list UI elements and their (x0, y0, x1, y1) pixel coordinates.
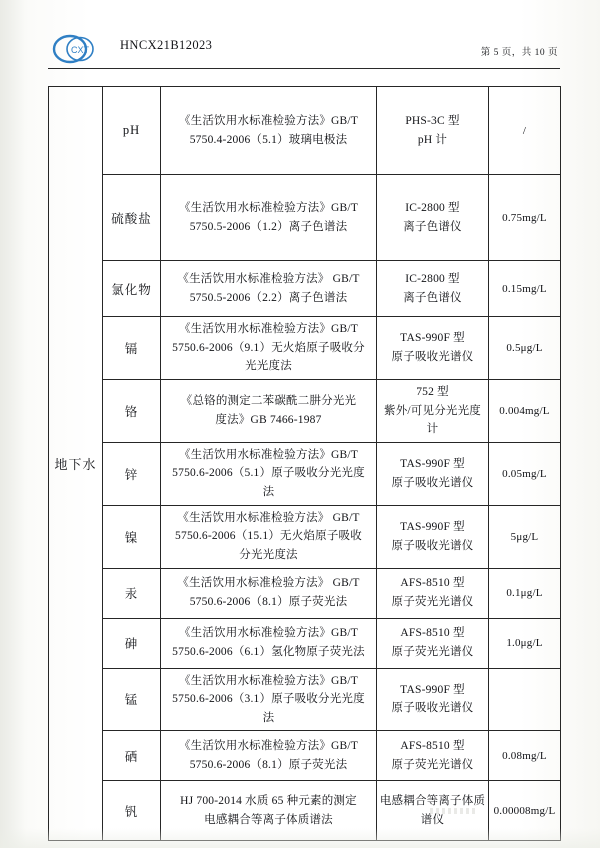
cell-test-item: 汞 (103, 568, 161, 618)
method-line: 《生活饮用水标准检验方法》GB/T (178, 114, 359, 127)
cell-test-method (161, 505, 377, 568)
method-line: 5750.5-2006（1.2）离子色谱法 (189, 220, 348, 233)
cell-test-item: 砷 (103, 618, 161, 668)
cell-instrument (377, 668, 489, 731)
table-body (49, 87, 561, 841)
method-line: 《总铬的测定二苯碳酰二肼分光光 (180, 395, 357, 408)
cell-test-item: 硒 (103, 731, 161, 781)
instrument-line: AFS-8510 型 (400, 627, 465, 640)
method-line: 度法》GB 7466-1987 (215, 413, 322, 426)
method-line: 5750.6-2006（3.1）原子吸收分光光度 (172, 693, 365, 706)
cell-test-method (161, 618, 377, 668)
table-row (49, 505, 561, 568)
instrument-line: AFS-8510 型 (400, 740, 465, 753)
cell-detection-limit: 1.0μg/L (489, 618, 561, 668)
method-line: 《生活饮用水标准检验方法》GB/T (178, 740, 359, 753)
cell-detection-limit: / (489, 87, 561, 175)
cell-test-item: 氯化物 (103, 261, 161, 317)
cell-instrument (377, 379, 489, 442)
instrument-line: TAS-990F 型 (400, 520, 465, 533)
table-row (49, 87, 561, 175)
method-line: 《生活饮用水标准检验方法》GB/T (178, 674, 359, 687)
method-line: 分光光度法 (239, 548, 298, 561)
page-number: 第 5 页，共 10 页 (480, 48, 558, 58)
cell-test-item: 硫酸盐 (103, 175, 161, 261)
method-line: 5750.4-2006（5.1）玻璃电极法 (189, 133, 348, 146)
method-line: 《生活饮用水标准检验方法》 GB/T (177, 577, 360, 590)
scan-artifact (430, 808, 478, 814)
instrument-line: 电感耦合等离子体质 (379, 795, 486, 808)
test-method-table (48, 86, 561, 841)
method-line: 《生活饮用水标准检验方法》GB/T (178, 323, 359, 335)
cell-instrument (377, 618, 489, 668)
header-divider (48, 68, 560, 69)
table-row (49, 379, 561, 442)
cell-category: 地下水 (49, 87, 103, 841)
company-logo-icon (50, 32, 106, 66)
cell-instrument (377, 87, 489, 175)
method-line: 5750.6-2006（8.1）原子荧光法 (189, 596, 348, 608)
cell-test-method (161, 317, 377, 380)
cell-instrument (377, 261, 489, 317)
instrument-line: 原子荧光光谱仪 (391, 596, 474, 608)
cell-detection-limit: 0.5μg/L (489, 317, 561, 380)
table-row (49, 261, 561, 317)
method-line: 5750.6-2006（15.1）无火焰原子吸收 (175, 530, 362, 543)
instrument-line: pH 计 (417, 133, 448, 146)
page-header (44, 30, 564, 72)
cell-instrument (377, 317, 489, 380)
instrument-line: TAS-990F 型 (400, 332, 465, 345)
instrument-line: IC-2800 型 (405, 272, 460, 285)
cell-test-item: 锌 (103, 442, 161, 505)
table-row (49, 731, 561, 781)
method-line: 《生活饮用水标准检验方法》GB/T (178, 627, 359, 640)
instrument-line: 原子吸收光谱仪 (391, 702, 474, 715)
cell-test-item: pH (103, 87, 161, 175)
cell-test-method (161, 87, 377, 175)
method-line: 法 (262, 486, 275, 498)
instrument-line: 原子荧光光谱仪 (391, 758, 474, 771)
instrument-line: TAS-990F 型 (400, 458, 465, 471)
method-line: HJ 700-2014 水质 65 种元素的测定 (180, 795, 357, 808)
method-line: 《生活饮用水标准检验方法》GB/T (178, 201, 359, 214)
cell-detection-limit (489, 668, 561, 731)
method-line: 《生活饮用水标准检验方法》GB/T (178, 448, 359, 461)
table-row (49, 317, 561, 380)
method-line: 5750.5-2006（2.2）离子色谱法 (189, 291, 348, 304)
instrument-line: 原子吸收光谱仪 (391, 539, 474, 552)
cell-detection-limit: 0.1μg/L (489, 568, 561, 618)
instrument-line: IC-2800 型 (405, 201, 460, 214)
method-line: 光光度法 (245, 360, 292, 373)
cell-instrument (377, 175, 489, 261)
cell-test-method (161, 568, 377, 618)
method-line: 5750.6-2006（8.1）原子荧光法 (189, 758, 348, 771)
cell-test-method (161, 731, 377, 781)
instrument-line: PHS-3C 型 (405, 114, 460, 127)
cell-detection-limit: 0.15mg/L (489, 261, 561, 317)
table-row (49, 668, 561, 731)
instrument-line: 752 型 (416, 385, 449, 398)
instrument-line: 谱仪 (420, 813, 445, 826)
table-row (49, 442, 561, 505)
cell-test-item: 锰 (103, 668, 161, 731)
instrument-line: 原子吸收光谱仪 (391, 476, 474, 489)
cell-instrument (377, 731, 489, 781)
instrument-line: 原子荧光光谱仪 (391, 646, 474, 658)
method-line: 电感耦合等离子体质谱法 (204, 813, 333, 826)
cell-test-item: 镍 (103, 505, 161, 568)
method-line: 《生活饮用水标准检验方法》 GB/T (177, 511, 360, 524)
method-line: 5750.6-2006（9.1）无火焰原子吸收分 (172, 341, 365, 354)
cell-test-item: 镉 (103, 317, 161, 380)
table-row (49, 618, 561, 668)
instrument-line: 原子吸收光谱仪 (391, 350, 474, 363)
test-method-table-wrapper (48, 86, 560, 841)
cell-test-method (161, 379, 377, 442)
cell-test-item: 铬 (103, 379, 161, 442)
svg-text:CXT: CXT (71, 45, 89, 55)
cell-instrument (377, 568, 489, 618)
instrument-line: 离子色谱仪 (403, 291, 462, 304)
instrument-line: AFS-8510 型 (400, 577, 465, 590)
table-row (49, 175, 561, 261)
method-line: 法 (262, 711, 275, 724)
cell-detection-limit: 0.004mg/L (489, 379, 561, 442)
cell-detection-limit: 0.05mg/L (489, 442, 561, 505)
cell-detection-limit: 0.00008mg/L (489, 781, 561, 841)
cell-instrument (377, 505, 489, 568)
cell-test-item: 钒 (103, 781, 161, 841)
scan-edge-shadow-bottom (0, 828, 600, 848)
cell-detection-limit: 0.75mg/L (489, 175, 561, 261)
table-row (49, 568, 561, 618)
cell-test-method (161, 261, 377, 317)
instrument-line: TAS-990F 型 (400, 683, 465, 696)
document-code: HNCX21B12023 (120, 38, 213, 52)
method-line: 5750.6-2006（6.1）氢化物原子荧光法 (172, 646, 365, 658)
cell-test-method (161, 442, 377, 505)
cell-test-method (161, 668, 377, 731)
cell-instrument (377, 442, 489, 505)
method-line: 5750.6-2006（5.1）原子吸收分光光度 (172, 467, 365, 480)
cell-detection-limit: 0.08mg/L (489, 731, 561, 781)
cell-detection-limit: 5μg/L (489, 505, 561, 568)
instrument-line: 离子色谱仪 (403, 220, 462, 233)
cell-test-method (161, 175, 377, 261)
method-line: 《生活饮用水标准检验方法》 GB/T (177, 272, 360, 285)
instrument-line: 紫外/可见分光光度计 (384, 404, 481, 436)
